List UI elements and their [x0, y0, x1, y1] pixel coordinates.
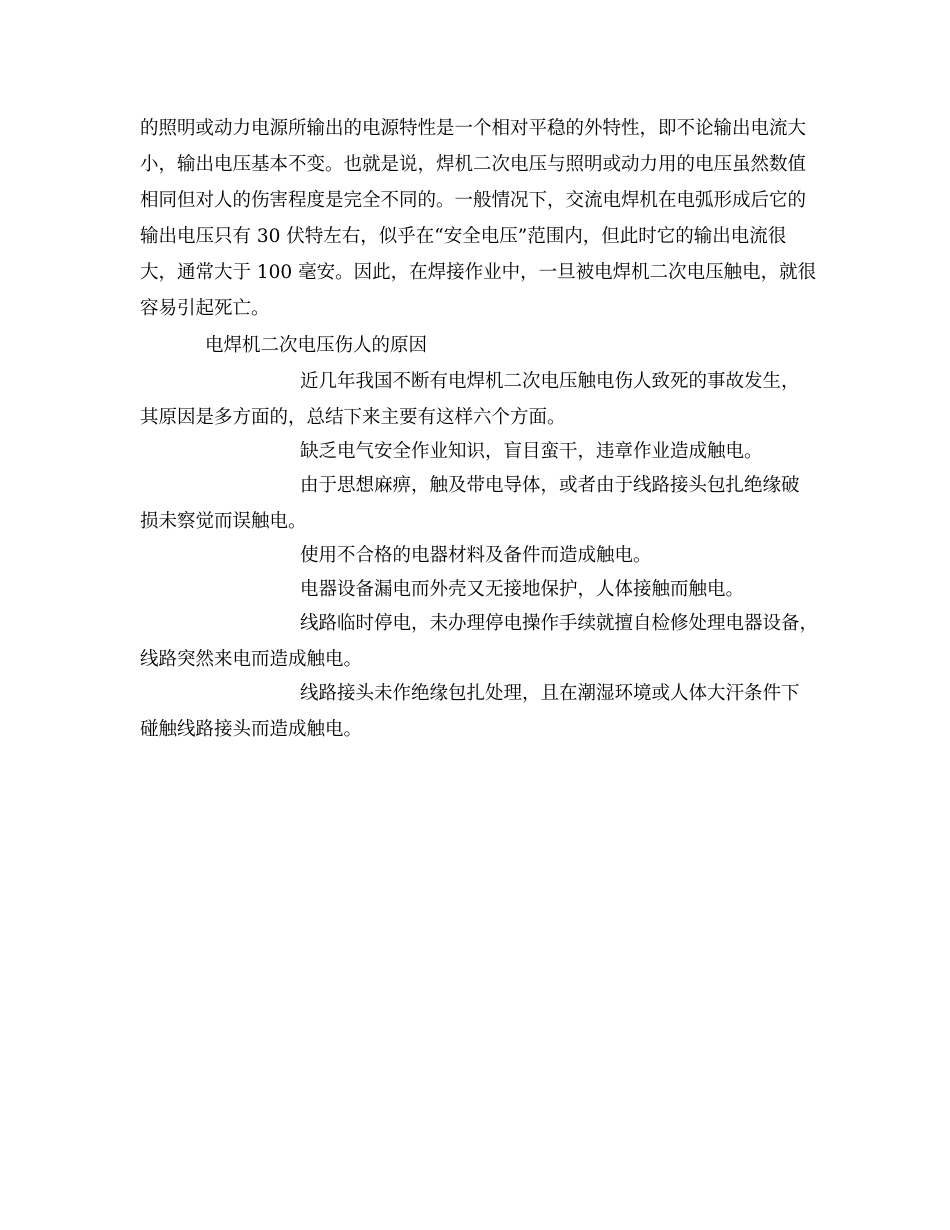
intro-paragraph-line: 相同但对人的伤害程度是完全不同的。一般情况下，交流电焊机在电弧形成后它的 — [140, 190, 807, 211]
section-intro-line: 其原因是多方面的，总结下来主要有这样六个方面。 — [140, 407, 566, 428]
cause-item-line: 缺乏电气安全作业知识，盲目蛮干，违章作业造成触电。 — [300, 441, 763, 462]
cause-item-line: 线路突然来电而造成触电。 — [140, 649, 363, 670]
cause-item-line: 线路接头未作绝缘包扎处理，且在潮湿环境或人体大汗条件下 — [300, 683, 800, 704]
cause-item-line: 由于思想麻痹，触及带电导体，或者由于线路接头包扎绝缘破 — [300, 475, 800, 496]
intro-paragraph-line: 容易引起死亡。 — [140, 298, 270, 319]
cause-item-line: 碰触线路接头而造成触电。 — [140, 719, 363, 740]
cause-item-line: 电器设备漏电而外壳又无接地保护，人体接触而触电。 — [300, 579, 745, 600]
section-heading: 电焊机二次电压伤人的原因 — [205, 335, 428, 356]
intro-paragraph-line: 大，通常大于 100 毫安。因此，在焊接作业中，一旦被电焊机二次电压触电，就很 — [140, 262, 817, 283]
section-intro-line: 近几年我国不断有电焊机二次电压触电伤人致死的事故发生， — [300, 371, 800, 392]
intro-paragraph-line: 小，输出电压基本不变。也就是说，焊机二次电压与照明或动力用的电压虽然数值 — [140, 154, 807, 175]
cause-item-line: 线路临时停电，未办理停电操作手续就擅自检修处理电器设备， — [300, 613, 819, 634]
cause-item-line: 使用不合格的电器材料及备件而造成触电。 — [300, 545, 652, 566]
intro-paragraph-line: 输出电压只有 30 伏特左右，似乎在“安全电压”范围内，但此时它的输出电流很 — [140, 226, 787, 247]
intro-paragraph-line: 的照明或动力电源所输出的电源特性是一个相对平稳的外特性，即不论输出电流大 — [140, 118, 807, 139]
cause-item-line: 损未察觉而误触电。 — [140, 511, 307, 532]
